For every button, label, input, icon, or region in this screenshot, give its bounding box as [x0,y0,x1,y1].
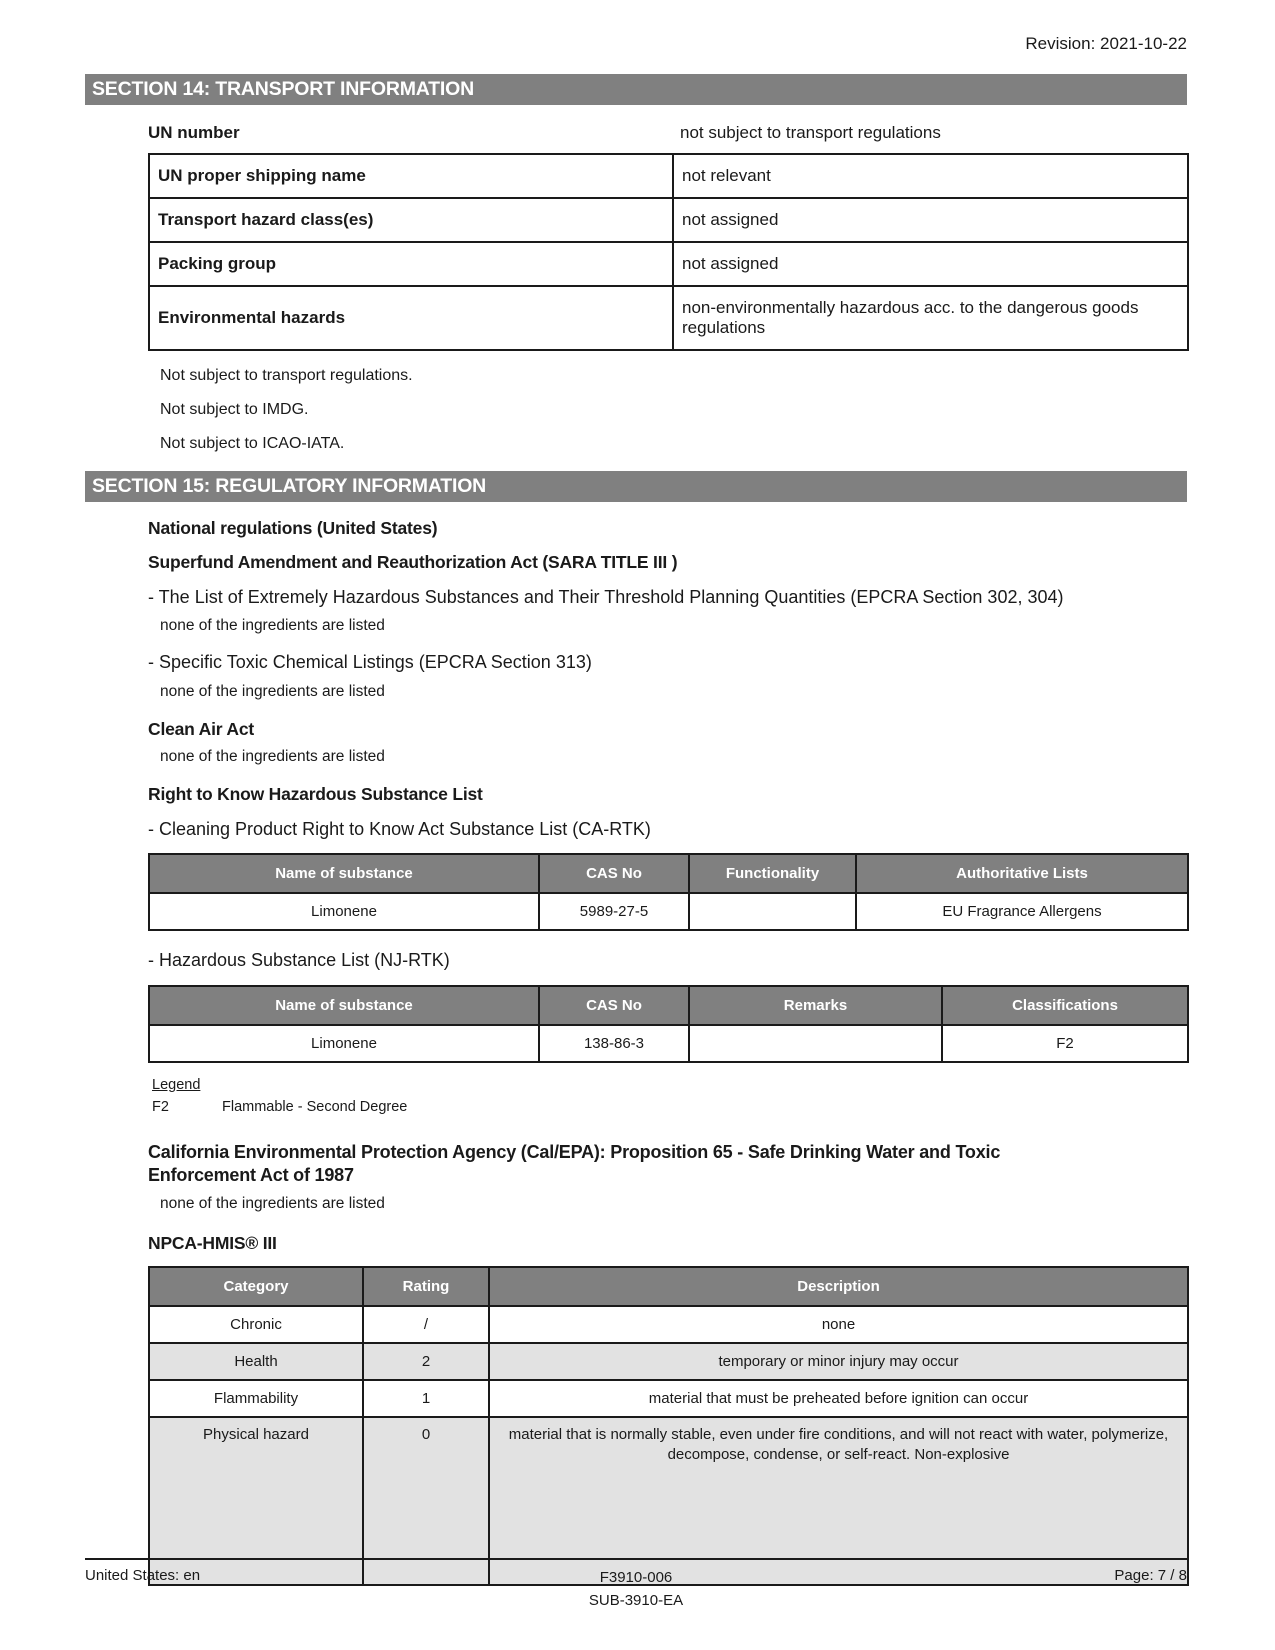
section-15-header-bar [85,471,1187,502]
table-row [149,286,1188,350]
column-header: Functionality [689,854,856,893]
column-header: Rating [363,1267,489,1306]
ca-rtk-item: - Cleaning Product Right to Know Act Substance List (CA-RTK) [148,818,651,839]
legend-title: Legend [152,1076,201,1093]
table-cell: none [489,1306,1188,1343]
row-value: not relevant [673,154,1188,198]
epcra-302-item: - The List of Extremely Hazardous Substances and Their Threshold Planning Quantities (EPCRA Section 302, 304) [148,587,1064,607]
table-row [149,1306,1188,1343]
none-listed-text: none of the ingredients are listed [160,617,385,635]
column-header: Category [149,1267,363,1306]
transport-info-table [148,153,1189,351]
footer-sub-number: SUB-3910-EA [588,1591,684,1609]
page-footer [85,1567,1187,1612]
table-row [149,242,1188,286]
table-cell: Flammability [149,1380,363,1417]
footer-page-indicator: Page: 7 / 8 [1114,1567,1187,1584]
nj-rtk-table [148,985,1189,1063]
clean-air-act-heading: Clean Air Act [148,718,254,739]
row-value: not assigned [673,198,1188,242]
row-value: non-environmentally hazardous acc. to the dangerous goods regulations [673,286,1188,350]
column-header: Name of substance [149,986,539,1025]
table-cell: Limonene [149,893,539,930]
table-cell: Physical hazard [149,1417,363,1585]
npca-hmis-table [148,1266,1189,1586]
revision-date: Revision: 2021-10-22 [1025,34,1187,53]
table-row [149,1380,1188,1417]
footer-divider [85,1558,1187,1560]
epcra-313-item: - Specific Toxic Chemical Listings (EPCRA Section 313) [148,652,592,673]
table-row [149,1025,1188,1062]
ca-rtk-table [148,853,1189,931]
section-15-content [85,518,1187,1586]
column-header: Description [489,1267,1188,1306]
table-cell: EU Fragrance Allergens [856,893,1188,930]
table-cell: 1 [363,1380,489,1417]
footer-doc-number: F3910-006 [599,1569,673,1586]
table-cell [689,893,856,930]
table-cell: 0 [363,1417,489,1585]
transport-note: Not subject to IMDG. [160,401,309,418]
legend-code: F2 [152,1098,169,1115]
table-header-row [149,854,1188,893]
table-cell: temporary or minor injury may occur [489,1343,1188,1380]
column-header: CAS No [539,854,689,893]
column-header: Remarks [689,986,942,1025]
un-number-row [148,123,1187,143]
rtk-heading: Right to Know Hazardous Substance List [148,783,483,804]
table-row [149,154,1188,198]
npca-hmis-heading: NPCA-HMIS® III [148,1232,277,1253]
none-listed-text: none of the ingredients are listed [160,682,385,700]
section-14-header-bar [85,74,1187,105]
none-listed-text: none of the ingredients are listed [160,1194,385,1212]
column-header: Authoritative Lists [856,854,1188,893]
table-cell: 5989-27-5 [539,893,689,930]
sara-heading: Superfund Amendment and Reauthorization Act (SARA TITLE III ) [148,552,678,572]
table-row [149,893,1188,930]
legend-entry [152,1099,1187,1115]
section-14-title: SECTION 14: TRANSPORT INFORMATION [92,78,474,100]
row-label: Packing group [149,242,673,286]
column-header: Name of substance [149,854,539,893]
table-cell: Limonene [149,1025,539,1062]
row-value: not assigned [673,242,1188,286]
table-row [149,198,1188,242]
section-15-title: SECTION 15: REGULATORY INFORMATION [92,475,487,497]
table-cell: material that is normally stable, even under fire conditions, and will not react with water, polymerize, decompose, condense, or self-react. Non-explosive [489,1417,1188,1585]
table-cell [689,1025,942,1062]
table-cell: material that must be preheated before ignition can occur [489,1380,1188,1417]
legend-meaning: Flammable - Second Degree [222,1098,408,1115]
table-cell: Chronic [149,1306,363,1343]
legend-block [152,1077,1187,1115]
table-header-row [149,1267,1188,1306]
table-cell: F2 [942,1025,1188,1062]
table-cell: / [363,1306,489,1343]
transport-note: Not subject to transport regulations. [160,367,413,384]
section-14-content [85,123,1187,453]
transport-note: Not subject to ICAO-IATA. [160,435,345,452]
table-cell: 138-86-3 [539,1025,689,1062]
row-label: Environmental hazards [149,286,673,350]
footer-doc-numbers [452,1567,819,1612]
footer-locale: United States: en [85,1567,201,1584]
table-cell: Health [149,1343,363,1380]
nj-rtk-item: - Hazardous Substance List (NJ-RTK) [148,950,450,971]
column-header: Classifications [942,986,1188,1025]
none-listed-text: none of the ingredients are listed [160,747,385,765]
row-label: UN proper shipping name [149,154,673,198]
national-regulations-heading: National regulations (United States) [148,518,438,538]
table-row [149,1343,1188,1380]
cal-epa-heading: California Environmental Protection Agency (Cal/EPA): Proposition 65 - Safe Drinking Water and Toxic Enforcement Act of 1987 [148,1141,1001,1185]
table-cell: 2 [363,1343,489,1380]
column-header: CAS No [539,986,689,1025]
un-number-value: not subject to transport regulations [680,123,941,142]
table-header-row [149,986,1188,1025]
un-number-label: UN number [148,123,240,142]
row-label: Transport hazard class(es) [149,198,673,242]
